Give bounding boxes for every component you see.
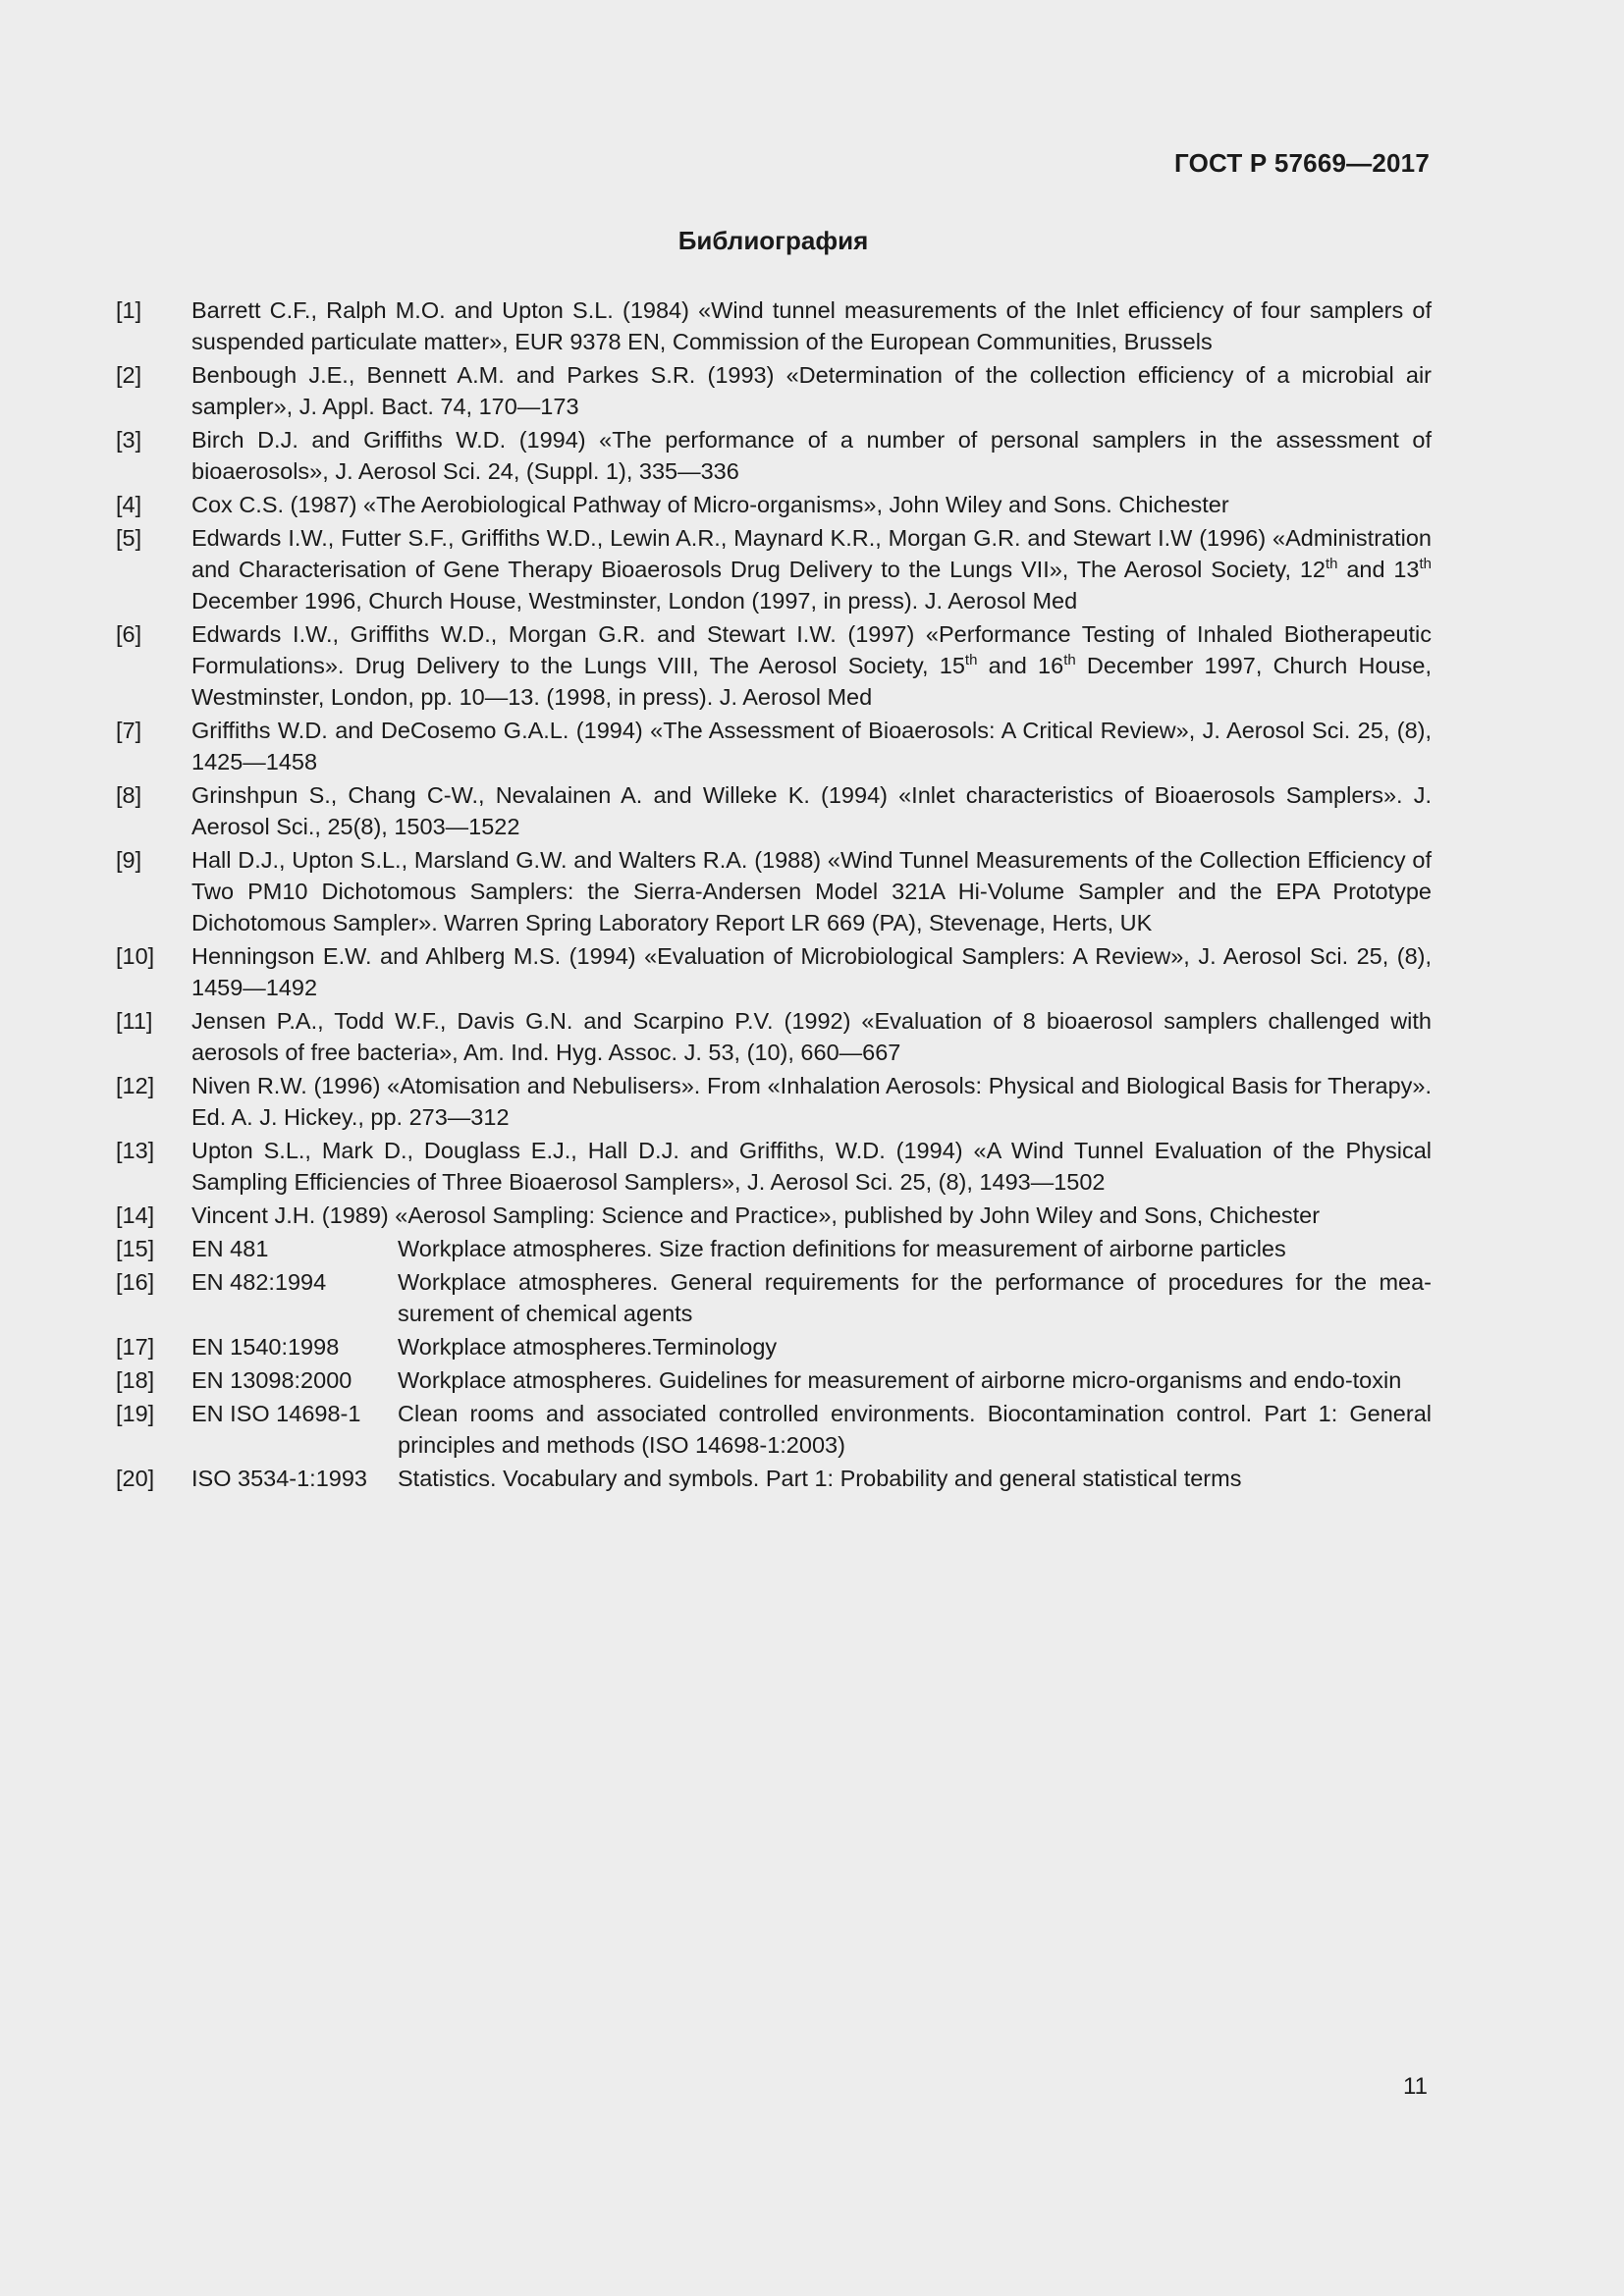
reference-number: [10] bbox=[116, 943, 155, 969]
reference-text: Grinshpun S., Chang C-W., Nevalainen A. and Willeke K. (1994) «Inlet characteristics of Bioaerosols Samplers». J. Aerosol Sci., 25(8), 1503—1522 bbox=[191, 782, 1432, 839]
reference-10 bbox=[116, 940, 1432, 1003]
reference-number: [8] bbox=[116, 782, 142, 808]
standard-title: Statistics. Vocabulary and symbols. Part 1: Probability and general statistical terms bbox=[398, 1466, 1242, 1491]
standard-title: Workplace atmospheres. Size fraction definitions for measurement of airborne particles bbox=[398, 1236, 1286, 1261]
reference-2 bbox=[116, 359, 1432, 422]
standard-title: Workplace atmospheres.Terminology bbox=[398, 1334, 778, 1360]
standard-code: ISO 3534-1:1993 bbox=[191, 1466, 367, 1491]
reference-text: Niven R.W. (1996) «Atomisation and Nebulisers». From «Inhalation Aerosols: Physical and Biological Basis for Therapy». Ed. A. J. Hickey., pp. 273—312 bbox=[191, 1073, 1432, 1130]
reference-text: Jensen P.A., Todd W.F., Davis G.N. and Scarpino P.V. (1992) «Evaluation of 8 bioaerosol samplers challenged with aerosols of free bacteria», Am. Ind. Hyg. Assoc. J. 53, (10), 660—667 bbox=[191, 1008, 1432, 1065]
reference-13 bbox=[116, 1135, 1432, 1198]
standard-code: EN 481 bbox=[191, 1236, 269, 1261]
reference-number: [12] bbox=[116, 1073, 155, 1098]
reference-number: [3] bbox=[116, 427, 142, 453]
reference-number: [1] bbox=[116, 297, 142, 323]
bibliography-heading: Библиография bbox=[677, 226, 869, 255]
page-number: 11 bbox=[1403, 2073, 1428, 2100]
reference-5 bbox=[116, 522, 1432, 616]
reference-number: [15] bbox=[116, 1236, 155, 1261]
standard-code: EN 482:1994 bbox=[191, 1269, 327, 1295]
reference-8 bbox=[116, 779, 1432, 842]
reference-text: Benbough J.E., Bennett A.M. and Parkes S.R. (1993) «Determination of the collection efficiency of a microbial air sampler», J. Appl. Bact. 74, 170—173 bbox=[191, 362, 1432, 419]
reference-number: [20] bbox=[116, 1466, 155, 1491]
reference-12 bbox=[116, 1070, 1432, 1133]
reference-number: [16] bbox=[116, 1269, 155, 1295]
reference-14 bbox=[116, 1200, 1432, 1231]
reference-number: [5] bbox=[116, 525, 142, 551]
reference-text: Upton S.L., Mark D., Douglass E.J., Hall D.J. and Griffiths, W.D. (1994) «A Wind Tunnel Evaluation of the Physical Sampling Efficiencies of Three Bioaerosol Samplers», J. Aerosol Sci. 25, (8), 1493—1502 bbox=[191, 1138, 1432, 1195]
reference-text: Cox C.S. (1987) «The Aerobiological Pathway of Micro-organisms», John Wiley and Sons. Chichester bbox=[191, 492, 1229, 517]
reference-number: [7] bbox=[116, 718, 142, 743]
reference-number: [19] bbox=[116, 1401, 155, 1426]
reference-3 bbox=[116, 424, 1432, 487]
standard-code: EN 13098:2000 bbox=[191, 1367, 352, 1393]
standard-15 bbox=[116, 1233, 1432, 1264]
reference-number: [11] bbox=[116, 1008, 153, 1034]
reference-number: [9] bbox=[116, 847, 142, 873]
reference-number: [6] bbox=[116, 621, 142, 647]
reference-number: [14] bbox=[116, 1202, 155, 1228]
reference-9 bbox=[116, 844, 1432, 938]
reference-1 bbox=[116, 294, 1432, 357]
standard-title: Workplace atmospheres. Guidelines for measurement of airborne micro-organisms and endo-toxin bbox=[398, 1367, 1402, 1393]
standard-code: EN ISO 14698-1 bbox=[191, 1401, 361, 1426]
reference-text: Birch D.J. and Griffiths W.D. (1994) «The performance of a number of personal samplers in the assessment of bioaerosols», J. Aerosol Sci. 24, (Suppl. 1), 335—336 bbox=[191, 427, 1432, 484]
standard-16 bbox=[116, 1266, 1432, 1329]
reference-6 bbox=[116, 618, 1432, 713]
reference-text: Edwards I.W., Griffiths W.D., Morgan G.R. and Stewart I.W. (1997) «Performance Testing of Inhaled Biotherapeutic Formulations». Drug Delivery to the Lungs VIII, The Aerosol Society, 15th and 16th December 1997, Church House, Westminster, London, pp. 10—13. (1998, in press). J. Aerosol Med bbox=[191, 621, 1432, 710]
standard-title: Clean rooms and associated controlled environments. Biocontamination control. Part 1: General principles and methods (ISO 14698-1:2003) bbox=[398, 1401, 1432, 1458]
reference-text: Henningson E.W. and Ahlberg M.S. (1994) «Evaluation of Microbiological Samplers: A Review», J. Aerosol Sci. 25, (8), 1459—1492 bbox=[191, 943, 1432, 1000]
reference-7 bbox=[116, 715, 1432, 777]
reference-number: [2] bbox=[116, 362, 142, 388]
reference-number: [4] bbox=[116, 492, 142, 517]
reference-number: [13] bbox=[116, 1138, 155, 1163]
reference-4 bbox=[116, 489, 1432, 520]
reference-number: [17] bbox=[116, 1334, 155, 1360]
standard-18 bbox=[116, 1364, 1432, 1396]
reference-11 bbox=[116, 1005, 1432, 1068]
standard-17 bbox=[116, 1331, 1432, 1362]
standard-title: Workplace atmospheres. General requirements for the performance of procedures for the mea-surement of chemical agents bbox=[398, 1269, 1432, 1326]
document-code: ГОСТ Р 57669—2017 bbox=[1174, 148, 1430, 178]
bibliography-list bbox=[116, 294, 1432, 1496]
reference-number: [18] bbox=[116, 1367, 155, 1393]
standard-code: EN 1540:1998 bbox=[191, 1334, 340, 1360]
standard-19 bbox=[116, 1398, 1432, 1461]
reference-text: Hall D.J., Upton S.L., Marsland G.W. and Walters R.A. (1988) «Wind Tunnel Measurements of the Collection Efficiency of Two PM10 Dichotomous Samplers: the Sierra-Andersen Model 321A Hi-Volume Sampler and the EPA Prototype Dichotomous Sampler». Warren Spring Laboratory Report LR 669 (PA), Stevenage, Herts, UK bbox=[191, 847, 1432, 935]
standard-20 bbox=[116, 1463, 1432, 1494]
reference-text: Griffiths W.D. and DeCosemo G.A.L. (1994) «The Assessment of Bioaerosols: A Critical Review», J. Aerosol Sci. 25, (8), 1425—1458 bbox=[191, 718, 1432, 774]
reference-text: Barrett C.F., Ralph M.O. and Upton S.L. (1984) «Wind tunnel measurements of the Inlet efficiency of four samplers of suspended particulate matter», EUR 9378 EN, Commission of the European Communities, Brussels bbox=[191, 297, 1432, 354]
reference-text: Edwards I.W., Futter S.F., Griffiths W.D., Lewin A.R., Maynard K.R., Morgan G.R. and Stewart I.W (1996) «Administration and Characterisation of Gene Therapy Bioaerosols Drug Delivery to the Lungs VII», The Aerosol Society, 12th and 13th December 1996, Church House, Westminster, London (1997, in press). J. Aerosol Med bbox=[191, 525, 1432, 614]
reference-text: Vincent J.H. (1989) «Aerosol Sampling: Science and Practice», published by John Wiley and Sons, Chichester bbox=[191, 1202, 1321, 1228]
